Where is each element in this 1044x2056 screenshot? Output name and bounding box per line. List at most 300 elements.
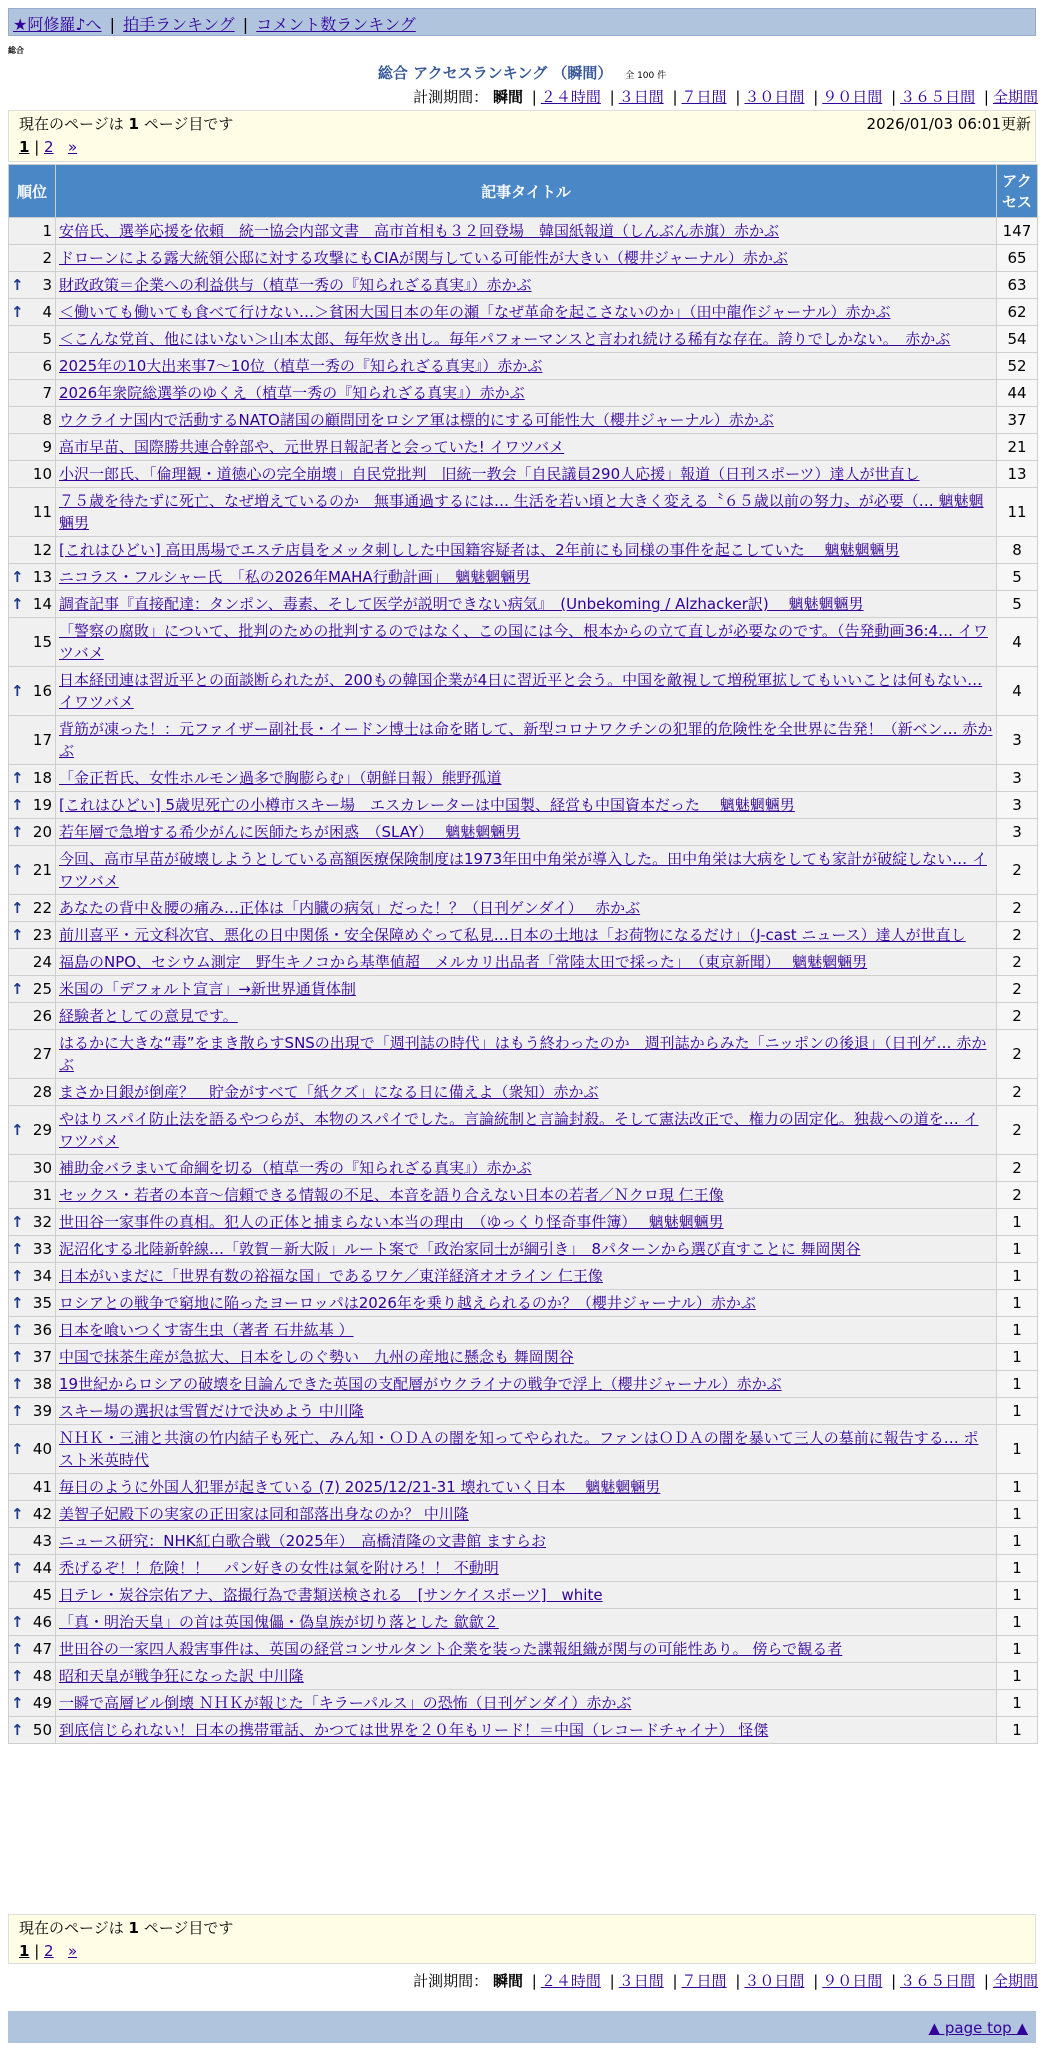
rank-number: 24 xyxy=(32,953,52,971)
title-cell xyxy=(56,434,997,461)
up-arrow-icon: ↑ xyxy=(11,1613,24,1631)
title-cell xyxy=(56,1398,997,1425)
access-count: 37 xyxy=(997,407,1038,434)
article-link[interactable]: スキー場の選択は雪質だけで決めよう 中川隆 xyxy=(59,1402,364,1420)
rank-number: 14 xyxy=(32,595,52,613)
up-arrow-icon: ↑ xyxy=(11,1694,24,1712)
rank-cell xyxy=(9,1636,56,1663)
rank-number: 19 xyxy=(32,796,52,814)
up-arrow-icon: ↑ xyxy=(11,861,24,879)
rank-cell xyxy=(9,716,56,765)
article-link[interactable]: 財政政策＝企業への利益供与（植草一秀の『知られざる真実』）赤かぶ xyxy=(59,276,532,294)
link-asyura-home[interactable]: ★阿修羅♪へ xyxy=(13,15,102,34)
access-count: 2 xyxy=(997,1003,1038,1030)
period-7d[interactable]: ７日間 xyxy=(681,1972,727,1990)
rank-number: 11 xyxy=(32,503,52,521)
access-count: 44 xyxy=(997,380,1038,407)
article-link[interactable]: 今回、高市早苗が破壊しようとしている高額医療保険制度は1973年田中角栄が導入した。田中角栄は大病をしても家計が破綻しない… イワツバメ xyxy=(59,850,987,890)
up-arrow-icon: ↑ xyxy=(11,1240,24,1258)
table-row xyxy=(9,488,1038,537)
article-link[interactable]: 前川喜平・元文科次官、悪化の日中関係・安全保障めぐって私見…日本の土地は「お荷物になるだけ」（J-cast ニュース）達人が世直し xyxy=(59,926,966,944)
up-arrow-icon: ↑ xyxy=(11,1267,24,1285)
access-count: 21 xyxy=(997,434,1038,461)
table-row xyxy=(9,1663,1038,1690)
rank-cell xyxy=(9,537,56,564)
rank-number: 44 xyxy=(32,1559,52,1577)
table-row xyxy=(9,434,1038,461)
article-link[interactable]: ニコラス・フルシャー氏 「私の2026年MAHA行動計画」 魑魅魍魎男 xyxy=(59,568,531,586)
title-cell xyxy=(56,380,997,407)
nav-separator: | xyxy=(109,15,116,34)
access-count: 5 xyxy=(997,564,1038,591)
article-link[interactable]: 昭和天皇が戦争狂になった訳 中川隆 xyxy=(59,1667,304,1685)
rank-cell xyxy=(9,1609,56,1636)
access-count: 2 xyxy=(997,895,1038,922)
article-link[interactable]: まさか日銀が倒産？ 貯金がすべて「紙クズ」になる日に備えよ（衆知）赤かぶ xyxy=(59,1083,599,1101)
article-link[interactable]: はるかに大きな“毒”をまき散らすSNSの出現で「週刊誌の時代」はもう終わったのか 週刊誌からみた「ニッポンの後退」（日刊ゲ… 赤かぶ xyxy=(59,1034,987,1074)
title-cell xyxy=(56,245,997,272)
up-arrow-icon: ↑ xyxy=(11,899,24,917)
article-link[interactable]: 2026年衆院総選挙のゆくえ（植草一秀の『知られざる真実』）赤かぶ xyxy=(59,384,525,402)
period-365d[interactable]: ３６５日間 xyxy=(900,88,976,106)
period-24h[interactable]: ２４時間 xyxy=(540,88,601,106)
access-count: 1 xyxy=(997,1636,1038,1663)
table-row xyxy=(9,618,1038,667)
table-row xyxy=(9,1236,1038,1263)
up-arrow-icon: ↑ xyxy=(11,1121,24,1139)
article-link[interactable]: [これはひどい] 5歳児死亡の小樽市スキー場 エスカレーターは中国製、経営も中国資本だった 魑魅魍魎男 xyxy=(59,796,795,814)
rank-cell xyxy=(9,895,56,922)
access-count: 11 xyxy=(997,488,1038,537)
rank-number: 35 xyxy=(32,1294,52,1312)
pager-bottom xyxy=(8,1914,1036,1964)
article-link[interactable]: 「金正哲氏、女性ホルモン過多で胸膨らむ」（朝鮮日報）熊野孤道 xyxy=(59,769,502,787)
up-arrow-icon: ↑ xyxy=(11,769,24,787)
title-cell xyxy=(56,1663,997,1690)
page-link-1: 1 xyxy=(19,1942,30,1960)
period-all[interactable]: 全期間 xyxy=(992,1972,1038,1990)
up-arrow-icon: ↑ xyxy=(11,568,24,586)
access-count: 13 xyxy=(997,461,1038,488)
rank-number: 22 xyxy=(32,899,52,917)
table-row xyxy=(9,1030,1038,1079)
rank-number: 34 xyxy=(32,1267,52,1285)
access-count: 52 xyxy=(997,353,1038,380)
period-365d[interactable]: ３６５日間 xyxy=(900,1972,976,1990)
title-cell xyxy=(56,1317,997,1344)
title-cell xyxy=(56,1106,997,1155)
article-link[interactable]: 小沢一郎氏、「倫理観・道徳心の完全崩壊」自民党批判 旧統一教会「自民議員290人応援」報道（日刊スポーツ）達人が世直し xyxy=(59,465,920,483)
table-row xyxy=(9,564,1038,591)
article-link[interactable]: 調査記事『直接配達：タンポン、毒素、そして医学が説明できない病気』 (Unbekoming / Alzhacker訳) 魑魅魍魎男 xyxy=(59,595,864,613)
page-link-2[interactable]: 2 xyxy=(44,1942,54,1960)
page-link-1: 1 xyxy=(19,138,30,156)
rank-cell xyxy=(9,1030,56,1079)
access-count: 1 xyxy=(997,1317,1038,1344)
access-count: 1 xyxy=(997,1555,1038,1582)
table-row xyxy=(9,1717,1038,1744)
access-count: 1 xyxy=(997,1582,1038,1609)
up-arrow-icon: ↑ xyxy=(11,1505,24,1523)
up-arrow-icon: ↑ xyxy=(11,682,24,700)
article-link[interactable]: 泥沼化する北陸新幹線…「敦賀－新大阪」ルート案で「政治家同士が綱引き」 8パターンから選び直すことに 舞岡関谷 xyxy=(59,1240,861,1258)
title-cell xyxy=(56,667,997,716)
up-arrow-icon: ↑ xyxy=(11,1348,24,1366)
access-count: 2 xyxy=(997,1182,1038,1209)
up-arrow-icon: ↑ xyxy=(11,1321,24,1339)
access-count: 1 xyxy=(997,1344,1038,1371)
top-nav-bar xyxy=(8,8,1036,36)
access-count: 1 xyxy=(997,1290,1038,1317)
table-row xyxy=(9,591,1038,618)
page-top-link[interactable]: ▲ page top ▲ xyxy=(928,2019,1028,2037)
up-arrow-icon: ↑ xyxy=(11,1640,24,1658)
article-link[interactable]: セックス・若者の本音～信頼できる情報の不足、本音を語り合えない日本の若者／Ｎクロ現 仁王像 xyxy=(59,1186,724,1204)
table-row xyxy=(9,407,1038,434)
period-24h[interactable]: ２４時間 xyxy=(540,1972,601,1990)
article-link[interactable]: 経験者としての意見です。 xyxy=(59,1007,238,1025)
access-count: 3 xyxy=(997,792,1038,819)
link-comment-ranking[interactable]: コメント数ランキング xyxy=(256,15,416,34)
next-page-link[interactable]: » xyxy=(67,1942,78,1960)
access-count: 1 xyxy=(997,1609,1038,1636)
next-page-link[interactable]: » xyxy=(67,138,78,156)
table-row xyxy=(9,1582,1038,1609)
period-3d[interactable]: ３日間 xyxy=(618,1972,664,1990)
article-link[interactable]: 19世紀からロシアの破壊を目論んできた英国の支配層がウクライナの戦争で浮上（櫻井ジャーナル）赤かぶ xyxy=(59,1375,782,1393)
rank-number: 29 xyxy=(32,1121,52,1139)
access-count: 1 xyxy=(997,1690,1038,1717)
rank-number: 4 xyxy=(42,303,52,321)
access-count: 54 xyxy=(997,326,1038,353)
access-count: 1 xyxy=(997,1528,1038,1555)
period-selector-top: 計測期間： 瞬間 | ２４時間 | ３日間 | ７日間 | ３０日間 | ９０日間 | ３６５日間 | 全期間 xyxy=(413,88,1038,106)
rank-number: 23 xyxy=(32,926,52,944)
up-arrow-icon: ↑ xyxy=(11,303,24,321)
access-count: 1 xyxy=(997,1717,1038,1744)
rank-cell xyxy=(9,299,56,326)
rank-number: 33 xyxy=(32,1240,52,1258)
article-link[interactable]: 日本経団連は習近平との面談断られたが、200もの韓国企業が4日に習近平と会う。中国を敵視して増税軍拡してもいいことは何もない… イワツバメ xyxy=(59,671,983,711)
article-link[interactable]: 到底信じられない！日本の携帯電話、かつては世界を２０年もリード！＝中国（レコードチャイナ） 怪傑 xyxy=(59,1721,769,1739)
title-cell xyxy=(56,1182,997,1209)
access-count: 1 xyxy=(997,1236,1038,1263)
rank-cell xyxy=(9,1079,56,1106)
title-cell xyxy=(56,1425,997,1474)
access-count: 4 xyxy=(997,618,1038,667)
article-link[interactable]: 補助金バラまいて命綱を切る（植草一秀の『知られざる真実』）赤かぶ xyxy=(59,1159,532,1177)
article-link[interactable]: [これはひどい] 高田馬場でエステ店員をメッタ刺しした中国籍容疑者は、2年前にも同様の事件を起こしていた 魑魅魍魎男 xyxy=(59,541,900,559)
table-row xyxy=(9,272,1038,299)
table-row xyxy=(9,1425,1038,1474)
period-3d[interactable]: ３日間 xyxy=(618,88,664,106)
up-arrow-icon: ↑ xyxy=(11,926,24,944)
article-link[interactable]: 毎日のように外国人犯罪が起きている (7) 2025/12/21-31 壊れていく日本 魑魅魍魎男 xyxy=(59,1478,661,1496)
rank-number: 30 xyxy=(32,1159,52,1177)
article-link[interactable]: 米国の「デフォルト宣言」→新世界通貨体制 xyxy=(59,980,356,998)
article-link[interactable]: 背筋が凍った！：元ファイザー副社長・イードン博士は命を賭して、新型コロナワクチンの犯罪的危険性を全世界に告発！（新ベン… 赤かぶ xyxy=(59,720,993,760)
article-link[interactable]: ウクライナ国内で活動するNATO諸国の顧問団をロシア軍は標的にする可能性大（櫻井ジャーナル）赤かぶ xyxy=(59,411,774,429)
title-cell xyxy=(56,792,997,819)
article-link[interactable]: 2025年の10大出来事7～10位（植草一秀の『知られざる真実』）赤かぶ xyxy=(59,357,543,375)
article-link[interactable]: ＜働いても働いても食べて行けない…＞貧困大国日本の年の瀬「なぜ革命を起こさないのか」（田中龍作ジャーナル）赤かぶ xyxy=(59,303,891,321)
table-row xyxy=(9,326,1038,353)
article-link[interactable]: ドローンによる露大統領公邸に対する攻撃にもCIAが関与している可能性が大きい（櫻井ジャーナル）赤かぶ xyxy=(59,249,788,267)
rank-number: 6 xyxy=(42,357,52,375)
table-row xyxy=(9,1344,1038,1371)
title-cell xyxy=(56,407,997,434)
table-row xyxy=(9,353,1038,380)
rank-cell xyxy=(9,949,56,976)
article-link[interactable]: 一瞬で高層ビル倒壊 ＮＨＫが報じた「キラーパルス」の恐怖（日刊ゲンダイ）赤かぶ xyxy=(59,1694,632,1712)
title-cell xyxy=(56,1609,997,1636)
title-cell xyxy=(56,1209,997,1236)
rank-cell xyxy=(9,380,56,407)
access-count: 1 xyxy=(997,1209,1038,1236)
access-count: 62 xyxy=(997,299,1038,326)
article-link[interactable]: 日テレ・炭谷宗佑アナ、盗撮行為で書類送検される [サンケイスポーツ] white xyxy=(59,1586,603,1604)
rank-number: 7 xyxy=(42,384,52,402)
article-link[interactable]: 「真・明治天皇」の首は英国傀儡・偽皇族が切り落とした 歙歙２ xyxy=(59,1613,499,1631)
article-link[interactable]: 日本がいまだに「世界有数の裕福な国」であるワケ／東洋経済オオライン 仁王像 xyxy=(59,1267,603,1285)
table-row xyxy=(9,461,1038,488)
title-cell xyxy=(56,765,997,792)
page-link-2[interactable]: 2 xyxy=(44,138,54,156)
access-count: 5 xyxy=(997,591,1038,618)
period-90d[interactable]: ９０日間 xyxy=(822,1972,883,1990)
table-row xyxy=(9,1398,1038,1425)
access-count: 1 xyxy=(997,1371,1038,1398)
nav-separator: | xyxy=(242,15,249,34)
rank-cell xyxy=(9,1236,56,1263)
article-link[interactable]: 世田谷一家事件の真相。犯人の正体と捕まらない本当の理由 （ゆっくり怪奇事件簿） 魑魅魍魎男 xyxy=(59,1213,724,1231)
table-row xyxy=(9,380,1038,407)
up-arrow-icon: ↑ xyxy=(11,823,24,841)
rank-cell xyxy=(9,1371,56,1398)
rank-number: 16 xyxy=(32,682,52,700)
rank-cell xyxy=(9,922,56,949)
total-count: 全 100 件 xyxy=(625,71,667,81)
table-row xyxy=(9,1003,1038,1030)
access-count: 1 xyxy=(997,1474,1038,1501)
table-header-row xyxy=(9,165,1038,218)
rank-cell xyxy=(9,1474,56,1501)
table-row xyxy=(9,846,1038,895)
table-row xyxy=(9,819,1038,846)
article-link[interactable]: 日本を喰いつくす寄生虫（著者 石井紘基 ） xyxy=(59,1321,354,1339)
access-count: 1 xyxy=(997,1398,1038,1425)
article-link[interactable]: あなたの背中＆腰の痛み…正体は「内臓の病気」だった！？（日刊ゲンダイ） 赤かぶ xyxy=(59,899,641,917)
up-arrow-icon: ↑ xyxy=(11,595,24,613)
access-count: 1 xyxy=(997,1425,1038,1474)
article-link[interactable]: 「警察の腐敗」について、批判のための批判するのではなく、この国には今、根本からの立て直しが必要なのです。（告発動画36:4… イワツバメ xyxy=(59,622,988,662)
title-cell xyxy=(56,922,997,949)
article-link[interactable]: やはりスパイ防止法を語るやつらが、本物のスパイでした。言論統制と言論封殺。そして憲法改正で、権力の固定化。独裁への道を… イワツバメ xyxy=(59,1110,979,1150)
period-all[interactable]: 全期間 xyxy=(992,88,1038,106)
article-link[interactable]: ７５歳を待たずに死亡、なぜ増えているのか 無事通過するには… 生活を若い頃と大きく変える〝６５歳以前の努力〟が必要（… 魑魅魍魎男 xyxy=(59,492,984,532)
table-row xyxy=(9,299,1038,326)
rank-cell xyxy=(9,1398,56,1425)
rank-number: 43 xyxy=(32,1532,52,1550)
rank-number: 37 xyxy=(32,1348,52,1366)
rank-cell xyxy=(9,1717,56,1744)
rank-number: 49 xyxy=(32,1694,52,1712)
article-link[interactable]: ロシアとの戦争で窮地に陥ったヨーロッパは2026年を乗り越えられるのか？（櫻井ジャーナル）赤かぶ xyxy=(59,1294,756,1312)
rank-cell xyxy=(9,819,56,846)
table-row xyxy=(9,1290,1038,1317)
table-row xyxy=(9,1636,1038,1663)
title-cell xyxy=(56,488,997,537)
rank-number: 25 xyxy=(32,980,52,998)
title-cell xyxy=(56,461,997,488)
rank-cell xyxy=(9,1317,56,1344)
rank-number: 27 xyxy=(32,1045,52,1063)
access-count: 65 xyxy=(997,245,1038,272)
rank-cell xyxy=(9,618,56,667)
rank-number: 20 xyxy=(32,823,52,841)
title-cell xyxy=(56,1030,997,1079)
rank-cell xyxy=(9,1690,56,1717)
rank-number: 12 xyxy=(32,541,52,559)
table-row xyxy=(9,1501,1038,1528)
rank-number: 48 xyxy=(32,1667,52,1685)
up-arrow-icon: ↑ xyxy=(11,1440,24,1458)
rank-number: 26 xyxy=(32,1007,52,1025)
period-7d[interactable]: ７日間 xyxy=(681,88,727,106)
title-cell xyxy=(56,1636,997,1663)
rank-number: 40 xyxy=(32,1440,52,1458)
title-cell xyxy=(56,895,997,922)
rank-cell xyxy=(9,353,56,380)
period-label: 計測期間： xyxy=(413,88,489,106)
title-cell xyxy=(56,1344,997,1371)
access-count: 1 xyxy=(997,1263,1038,1290)
rank-number: 46 xyxy=(32,1613,52,1631)
title-cell xyxy=(56,949,997,976)
title-cell xyxy=(56,299,997,326)
rank-cell xyxy=(9,1263,56,1290)
article-link[interactable]: 福島のNPO、セシウム測定 野生キノコから基準値超 メルカリ出品者「常陸太田で採った」 （東京新聞） 魑魅魍魎男 xyxy=(59,953,868,971)
rank-cell xyxy=(9,326,56,353)
rank-number: 13 xyxy=(32,568,52,586)
rank-cell xyxy=(9,564,56,591)
access-count: 2 xyxy=(997,846,1038,895)
rank-number: 8 xyxy=(42,411,52,429)
table-row xyxy=(9,245,1038,272)
title-cell xyxy=(56,819,997,846)
title-cell xyxy=(56,618,997,667)
table-row xyxy=(9,1182,1038,1209)
article-link[interactable]: 世田谷の一家四人殺害事件は、英国の経営コンサルタント企業を装った諜報組織が関与の可能性あり。 傍らで観る者 xyxy=(59,1640,843,1658)
title-cell xyxy=(56,353,997,380)
rank-cell xyxy=(9,591,56,618)
rank-cell xyxy=(9,1555,56,1582)
title-cell xyxy=(56,1717,997,1744)
up-arrow-icon: ↑ xyxy=(11,276,24,294)
rank-number: 5 xyxy=(42,330,52,348)
title-cell xyxy=(56,1155,997,1182)
rank-number: 15 xyxy=(32,633,52,651)
article-link[interactable]: ＮＨＫ・三浦と共演の竹内結子も死亡、みん知・ＯＤＡの闇を知ってやられた。ファンはＯＤＡの闇を暴いて三人の墓前に報告する… ポスト米英時代 xyxy=(59,1429,979,1469)
article-link[interactable]: 美智子妃殿下の実家の正田家は同和部落出身なのか？ 中川隆 xyxy=(59,1505,469,1523)
access-count: 3 xyxy=(997,716,1038,765)
article-link[interactable]: 禿げるぞ！！危険！！ パン好きの女性は氣を附けろ！！ 不動明 xyxy=(59,1559,499,1577)
link-clap-ranking[interactable]: 拍手ランキング xyxy=(123,15,235,34)
rank-cell xyxy=(9,1501,56,1528)
rank-cell xyxy=(9,1344,56,1371)
access-count: 2 xyxy=(997,922,1038,949)
up-arrow-icon: ↑ xyxy=(11,1721,24,1739)
rank-number: 32 xyxy=(32,1213,52,1231)
article-link[interactable]: 中国で抹茶生産が急拡大、日本をしのぐ勢い 九州の産地に懸念も 舞岡関谷 xyxy=(59,1348,574,1366)
article-link[interactable]: 若年層で急増する希少がんに医師たちが困惑 （SLAY） 魑魅魍魎男 xyxy=(59,823,521,841)
title-cell xyxy=(56,1690,997,1717)
table-row xyxy=(9,1528,1038,1555)
rank-cell xyxy=(9,1425,56,1474)
rank-cell xyxy=(9,1209,56,1236)
page-title: 総合 アクセスランキング （瞬間） xyxy=(377,64,613,82)
table-row xyxy=(9,537,1038,564)
rank-number: 42 xyxy=(32,1505,52,1523)
period-30d[interactable]: ３０日間 xyxy=(744,1972,805,1990)
article-link[interactable]: 安倍氏、選挙応援を依頼 統一協会内部文書 高市首相も３２回登場 韓国紙報道（しんぶん赤旗）赤かぶ xyxy=(59,222,780,240)
table-row xyxy=(9,1209,1038,1236)
table-row xyxy=(9,1474,1038,1501)
title-cell xyxy=(56,1263,997,1290)
up-arrow-icon: ↑ xyxy=(11,1559,24,1577)
table-row xyxy=(9,1371,1038,1398)
pager-top xyxy=(8,110,1036,162)
rank-number: 17 xyxy=(32,731,52,749)
current-page: 1 xyxy=(128,115,139,133)
title-cell xyxy=(56,846,997,895)
article-link[interactable]: 高市早苗、国際勝共連合幹部や、元世界日報記者と会っていた! イワツバメ xyxy=(59,438,565,456)
rank-cell xyxy=(9,792,56,819)
title-cell xyxy=(56,218,997,245)
rank-number: 28 xyxy=(32,1083,52,1101)
rank-cell xyxy=(9,272,56,299)
table-row xyxy=(9,792,1038,819)
table-row xyxy=(9,667,1038,716)
rank-number: 31 xyxy=(32,1186,52,1204)
title-cell xyxy=(56,716,997,765)
table-row xyxy=(9,1609,1038,1636)
access-count: 1 xyxy=(997,1663,1038,1690)
title-cell xyxy=(56,1474,997,1501)
article-link[interactable]: ＜こんな党首、他にはいない＞山本太郎、毎年炊き出し。毎年パフォーマンスと言われ続ける稀有な存在。誇りでしかない。 赤かぶ xyxy=(59,330,951,348)
header-rank: 順位 xyxy=(9,165,56,218)
rank-cell xyxy=(9,765,56,792)
rank-cell xyxy=(9,488,56,537)
access-count: 3 xyxy=(997,819,1038,846)
article-link[interactable]: ニュース研究：NHK紅白歌合戦（2025年） 高橋清隆の文書館 ますらお xyxy=(59,1532,547,1550)
table-row xyxy=(9,1690,1038,1717)
rank-number: 9 xyxy=(42,438,52,456)
rank-number: 2 xyxy=(42,249,52,267)
title-cell xyxy=(56,564,997,591)
period-30d[interactable]: ３０日間 xyxy=(744,88,805,106)
rank-number: 39 xyxy=(32,1402,52,1420)
period-90d[interactable]: ９０日間 xyxy=(822,88,883,106)
table-row xyxy=(9,1155,1038,1182)
rank-cell xyxy=(9,407,56,434)
access-count: 147 xyxy=(997,218,1038,245)
rank-cell xyxy=(9,1290,56,1317)
title-cell xyxy=(56,1501,997,1528)
rank-number: 21 xyxy=(32,861,52,879)
updated-timestamp: 2026/01/03 06:01更新 xyxy=(866,115,1031,133)
table-row xyxy=(9,1263,1038,1290)
